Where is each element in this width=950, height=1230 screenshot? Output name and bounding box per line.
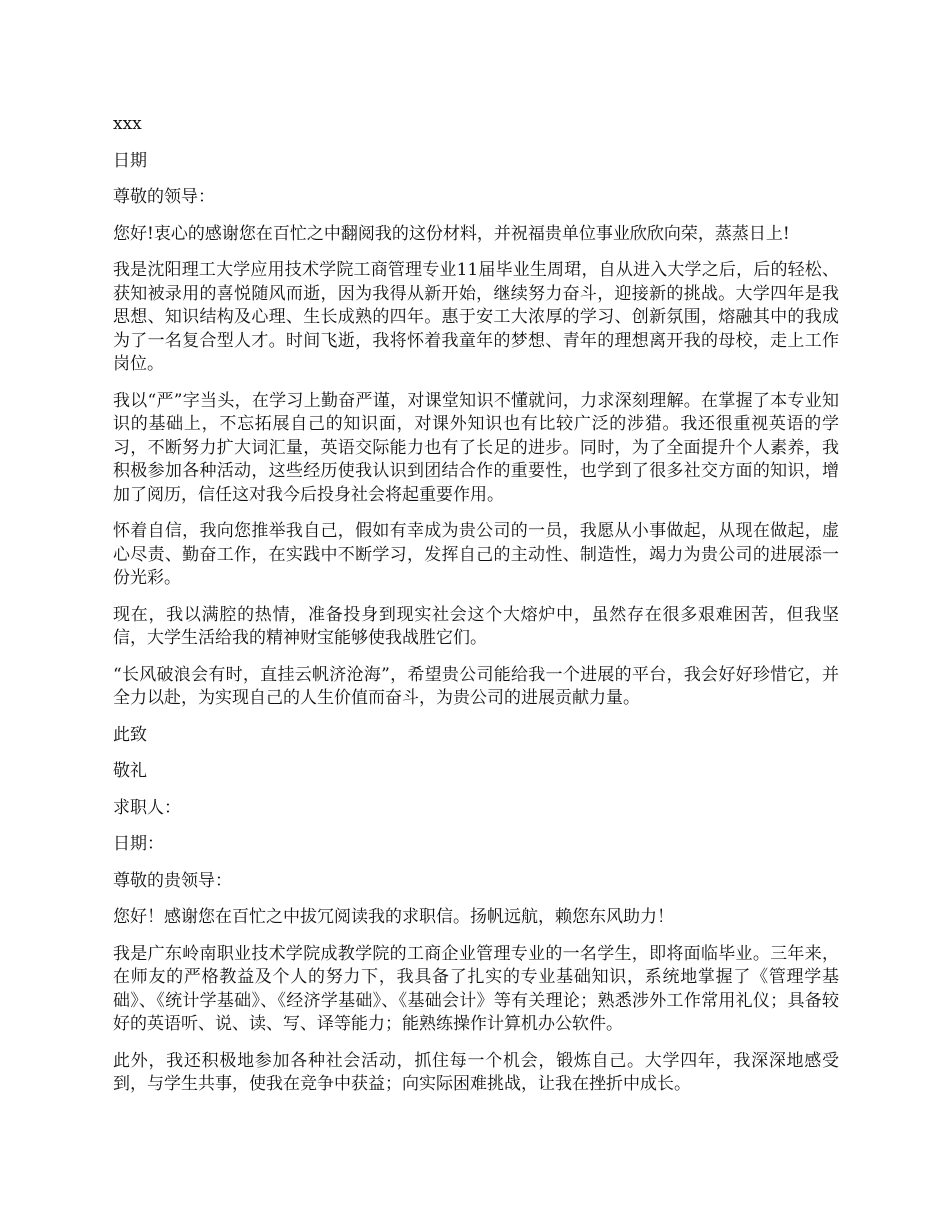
letter-paragraph: 我是沈阳理工大学应用技术学院工商管理专业11届毕业生周珺，自从进入大学之后，后的轻松、获知被录用的喜悦随风而逝，因为我得从新开始，继续努力奋斗，迎接新的挑战。大学四年是我思想、知识结构及心理、生长成熟的四年。惠于安工大浓厚的学习、创新氛围，熔融其中的我成为了一名复合型人才。时间飞逝，我将怀着我童年的梦想、青年的理想离开我的母校，走上工作岗位。 [113, 260, 839, 374]
letter-salutation: 尊敬的贵领导： [113, 870, 232, 891]
letter-sender: xxx [113, 114, 142, 134]
letter-date: 日期 [113, 150, 147, 171]
letter-paragraph: 此外，我还积极地参加各种社会活动，抓住每一个机会，锻炼自己。大学四年，我深深地感受到，与学生共事，使我在竞争中获益；向实际困难挑战，让我在挫折中成长。 [113, 1050, 839, 1094]
letter-signature: 求职人： [113, 797, 181, 818]
letter-paragraph: “长风破浪会有时，直挂云帆济沧海”，希望贵公司能给我一个进展的平台，我会好好珍惜它，并全力以赴，为实现自己的人生价值而奋斗，为贵公司的进展贡献力量。 [113, 664, 839, 708]
letter-paragraph: 您好！感谢您在百忙之中拔冗阅读我的求职信。扬帆远航，赖您东风助力！ [113, 907, 674, 927]
letter-paragraph: 怀着自信，我向您推举我自己，假如有幸成为贵公司的一员，我愿从小事做起，从现在做起，虚心尽责、勤奋工作，在实践中不断学习，发挥自己的主动性、制造性，竭力为贵公司的进展添一份光彩。 [113, 521, 839, 588]
letter-signature-date: 日期： [113, 834, 164, 854]
letter-closing: 此致 [113, 724, 147, 745]
letter-closing-regards: 敬礼 [113, 761, 147, 781]
letter-salutation: 尊敬的领导： [113, 187, 215, 207]
letter-body [113, 113, 839, 1110]
letter-paragraph: 我以“严”字当头，在学习上勤奋严谨，对课堂知识不懂就问，力求深刻理解。在掌握了本专业知识的基础上，不忘拓展自己的知识面，对课外知识也有比较广泛的涉猎。我还很重视英语的学习，不断努力扩大词汇量，英语交际能力也有了长足的进步。同时，为了全面提升个人素养，我积极参加各种活动，这些经历使我认识到团结合作的重要性，也学到了很多社交方面的知识，增加了阅历，信任这对我今后投身社会将起重要作用。 [113, 390, 839, 505]
letter-paragraph: 现在，我以满腔的热情，准备投身到现实社会这个大熔炉中，虽然存在很多艰难困苦，但我坚信，大学生活给我的精神财宝能够使我战胜它们。 [113, 604, 839, 648]
letter-paragraph: 您好!衷心的感谢您在百忙之中翻阅我的这份材料，并祝福贵单位事业欣欣向荣，蒸蒸日上! [113, 223, 790, 244]
letter-paragraph: 我是广东岭南职业技术学院成教学院的工商企业管理专业的一名学生，即将面临毕业。三年来，在师友的严格教益及个人的努力下，我具备了扎实的专业基础知识，系统地掌握了《管理学基础》、《统计学基础》、《经济学基础》、《基础会计》等有关理论；熟悉涉外工作常用礼仪；具备较好的英语听、说、读、写、译等能力；能熟练操作计算机办公软件。 [113, 943, 839, 1034]
